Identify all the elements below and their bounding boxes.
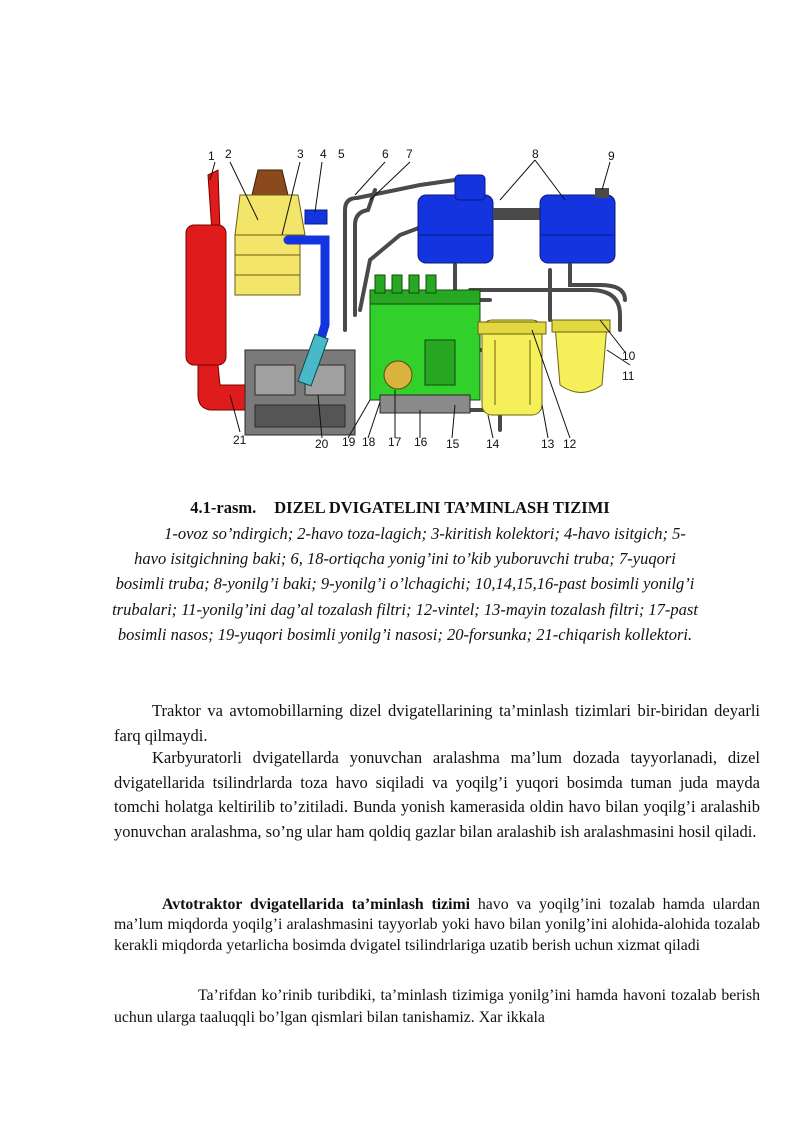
- callout-13: 13: [541, 437, 555, 450]
- paragraph-3-term: Avtotraktor dvigatellarida ta’minlash tizimi: [162, 896, 471, 913]
- paragraph-1: Traktor va avtomobillarning dizel dvigatellarining ta’minlash tizimlari bir-biridan deyarli farq qilmaydi.: [114, 701, 760, 745]
- figure-caption-title: [0, 498, 800, 518]
- callout-19: 19: [342, 435, 356, 449]
- paragraph-2: Karbyuratorli dvigatellarda yonuvchan aralashma ma’lum dozada tayyorlanadi, dizel dvigatellarida tsilindrlarda toza havo siqiladi va yoqilg’i yuqori bosimda tuman juda mayda tomchi holatga keltirilib to’zitiladi. Bunda yonish kamerasida oldin havo bilan yoqilg’i aralashib yonuvchan aralashma, so’ng ular ham qoldiq gazlar bilan aralashib ish aralashmasini hosil qiladi.: [114, 748, 760, 841]
- callout-3: 3: [297, 147, 304, 161]
- callout-20: 20: [315, 437, 329, 450]
- callout-1: 1: [208, 149, 215, 163]
- callout-6: 6: [382, 147, 389, 161]
- callout-4: 4: [320, 147, 327, 161]
- engine-block: [245, 350, 355, 435]
- paragraph-3: [114, 895, 760, 956]
- figure-caption-description: 1-ovoz so’ndirgich; 2-havo toza-lagich; 3-kiritish kolektori; 4-havo isitgich; 5-havo isitgichning baki; 6, 18-ortiqcha yonig’ini to’kib yuboruvchi truba; 7-yuqori bosimli truba; 8-yonilg’i baki; 9-yonilg’i o’lchagichi; 10,14,15,16-past bosimli yonilg’i trubalari; 11-yonilg’ini dag’al tozalash filtri; 12-vintel; 13-mayin tozalash filtri; 17-past bosimli nasos; 19-yuqori bosimli yonilg’i nasosi; 20-forsunka; 21-chiqarish kollektori.: [112, 524, 698, 644]
- callout-8: 8: [532, 147, 539, 161]
- callout-7: 7: [406, 147, 413, 161]
- callout-2: 2: [225, 147, 232, 161]
- paragraph-4: Ta’rifdan ko’rinib turibdiki, ta’minlash tizimiga yonilg’ini hamda havoni tozalab berish uchun ularga taaluqqli bo’lgan qismlari bilan tanishamiz. Xar ikkala: [114, 987, 760, 1026]
- injection-pump: [370, 275, 480, 413]
- paragraph-3-body: havo va yoqilg’ini tozalab hamda ulardan ma’lum miqdorda yoqilg’i aralashmasini tayyorlab yoki havo bilan yonilg’ini alohida-alohida tozalab kerakli miqdorda yetarlicha bosimda dvigatel tsilindrlariga uzatib berish uchun xizmat qiladi: [114, 896, 760, 954]
- figure-number: 4.1-rasm.: [190, 498, 257, 517]
- callout-14: 14: [486, 437, 500, 450]
- callout-12: 12: [563, 437, 577, 450]
- air-cleaner: [235, 170, 305, 295]
- figure-title: DIZEL DVIGATELINI TA’MINLASH TIZIMI: [274, 498, 610, 517]
- callout-11: 11: [622, 369, 635, 383]
- fuel-tank: [418, 175, 615, 263]
- callout-16: 16: [414, 435, 428, 449]
- callout-9: 9: [608, 149, 615, 163]
- callout-17: 17: [388, 435, 402, 449]
- callout-15: 15: [446, 437, 460, 450]
- callout-5: 5: [338, 147, 345, 161]
- callout-21: 21: [233, 433, 247, 447]
- fine-fuel-filter: [478, 320, 546, 415]
- fuel-system-diagram: [170, 140, 650, 450]
- coarse-fuel-filter: [552, 320, 610, 393]
- callout-10: 10: [622, 349, 636, 363]
- callout-18: 18: [362, 435, 376, 449]
